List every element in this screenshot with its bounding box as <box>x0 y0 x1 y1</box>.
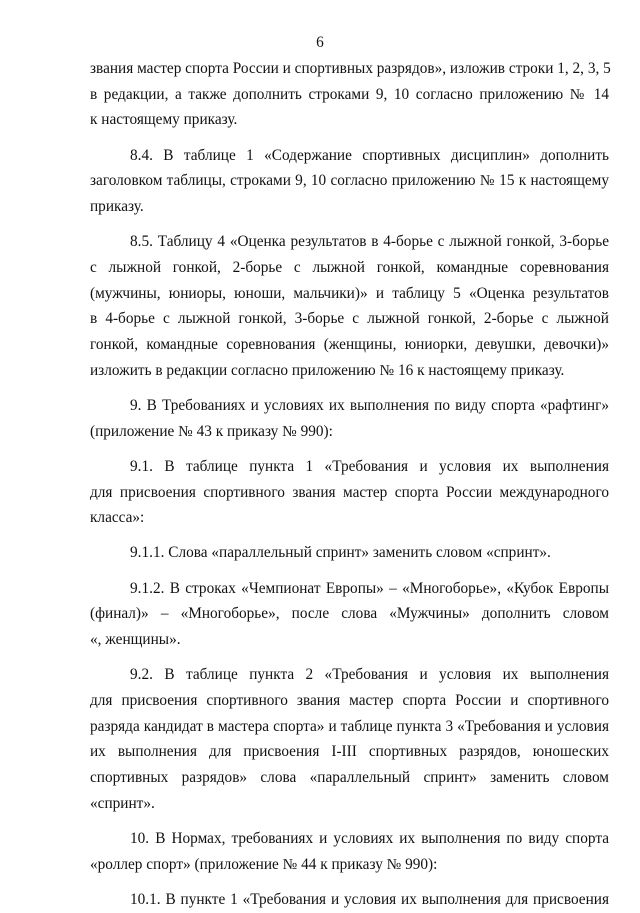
paragraph <box>90 393 609 444</box>
text-line: (финал)» – «Многоборье», после слова «Мужчины» дополнить словом <box>90 605 609 623</box>
text-line: 9.1. В таблице пункта 1 «Требования и условия их выполнения <box>130 457 609 475</box>
text-line: 10.1. В пункте 1 «Требования и условия их выполнения для присвоения <box>130 890 609 908</box>
text-line: 8.5. Таблицу 4 «Оценка результатов в 4-борье с лыжной гонкой, 3-борье <box>130 233 609 251</box>
text-line: для присвоения спортивного звания мастер спорта России и спортивного <box>90 691 609 709</box>
text-line: (приложение № 43 к приказу № 990): <box>90 422 333 440</box>
text-line: «роллер спорт» (приложение № 44 к приказу № 990): <box>90 855 438 873</box>
text-line: заголовком таблицы, строками 9, 10 согласно приложению № 15 к настоящему <box>90 172 609 190</box>
text-line: 9.1.2. В строках «Чемпионат Европы» – «Многоборье», «Кубок Европы <box>130 579 609 597</box>
text-line: 9.1.1. Слова «параллельный спринт» заменить словом «спринт». <box>130 544 551 562</box>
text-line: класса»: <box>90 509 145 527</box>
text-line: 10. В Нормах, требованиях и условиях их выполнения по виду спорта <box>130 829 609 847</box>
text-line: 9.2. В таблице пункта 2 «Требования и условия их выполнения <box>130 666 609 684</box>
document-body <box>90 56 609 913</box>
paragraph <box>90 56 609 133</box>
text-line: «спринт». <box>90 794 155 812</box>
text-line: спортивных разрядов» слова «параллельный спринт» заменить словом <box>90 769 609 787</box>
text-line: гонкой, командные соревнования (женщины, юниорки, девушки, девочки)» <box>90 336 609 354</box>
paragraph <box>90 540 609 566</box>
text-line: «, женщины». <box>90 631 181 649</box>
text-line: их выполнения для присвоения I-III спортивных разрядов, юношеских <box>90 743 609 761</box>
paragraph <box>90 826 609 877</box>
page-number: 6 <box>316 34 324 51</box>
text-line: разряда кандидат в мастера спорта» и таблице пункта 3 «Требования и условия <box>90 717 609 735</box>
paragraph <box>90 229 609 383</box>
text-line: изложить в редакции согласно приложению № 16 к настоящему приказу. <box>90 361 565 379</box>
text-line: приказу. <box>90 198 144 216</box>
text-line: в редакции, а также дополнить строками 9, 10 согласно приложению № 14 <box>90 85 609 103</box>
text-line: для присвоения спортивного звания мастер спорта России международного <box>90 483 609 501</box>
text-line: в 4-борье с лыжной гонкой, 3-борье с лыжной гонкой, 2-борье с лыжной <box>90 310 609 328</box>
paragraph <box>90 576 609 653</box>
text-line: 8.4. В таблице 1 «Содержание спортивных дисциплин» дополнить <box>130 146 609 164</box>
paragraph <box>90 887 609 913</box>
text-line: к настоящему приказу. <box>90 111 238 129</box>
paragraph <box>90 662 609 816</box>
text-line: звания мастер спорта России и спортивных разрядов», изложив строки 1, 2, 3, 5 <box>90 60 611 77</box>
text-line: 9. В Требованиях и условиях их выполнения по виду спорта «рафтинг» <box>130 396 609 414</box>
paragraph <box>90 454 609 531</box>
paragraph <box>90 143 609 220</box>
text-line: (мужчины, юниоры, юноши, мальчики)» и таблицу 5 «Оценка результатов <box>90 284 609 302</box>
text-line: с лыжной гонкой, 2-борье с лыжной гонкой, командные соревнования <box>90 258 609 276</box>
